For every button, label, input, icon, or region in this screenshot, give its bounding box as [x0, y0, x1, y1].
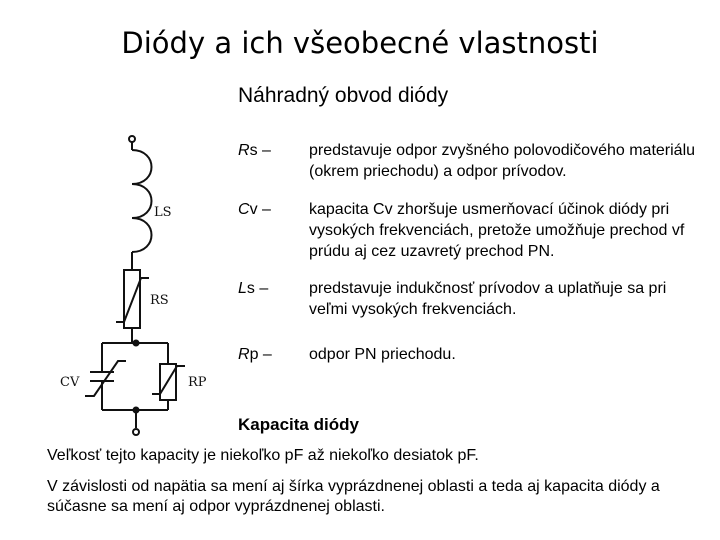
- desc-rp: odpor PN priechodu.: [309, 346, 456, 363]
- label-rp: RP: [188, 375, 207, 390]
- desc-ls: predstavuje indukčnosť prívodov a uplatňuje sa pri veľmi vysokých frekvenciách.: [309, 280, 667, 318]
- page-title: Diódy a ich všeobecné vlastnosti: [121, 26, 599, 60]
- diode-equivalent-circuit: [40, 128, 230, 443]
- term-rp: Rp –: [238, 346, 272, 363]
- capacity-heading: Kapacita diódy: [238, 415, 359, 434]
- desc-rs: predstavuje odpor zvyšného polovodičového materiálu (okrem priechodu) a odpor prívodov.: [309, 142, 696, 180]
- desc-cv: kapacita Cv zhoršuje usmerňovací účinok diódy pri vysokých frekvenciách, pretože umožňuje prechod vf prúdu aj cez uzavretý prechod PN.: [309, 201, 685, 260]
- label-ls: LS: [154, 205, 172, 220]
- term-rs: Rs –: [238, 142, 271, 159]
- term-cv: Cv –: [238, 201, 271, 218]
- section-subtitle: Náhradný obvod diódy: [238, 84, 449, 107]
- capacity-paragraph-1: Veľkosť tejto kapacity je niekoľko pF až niekoľko desiatok pF.: [47, 447, 479, 464]
- inductor-ls-symbol: [132, 150, 152, 252]
- label-rs: RS: [150, 293, 169, 308]
- term-ls: Ls –: [238, 280, 269, 297]
- top-terminal: [129, 136, 135, 142]
- capacity-paragraph-2: V závislosti od napätia sa mení aj šírka vyprázdnenej oblasti a teda aj kapacita diódy a súčasne sa mení aj odpor vyprázdnenej oblasti.: [47, 478, 660, 515]
- label-cv: CV: [60, 375, 80, 390]
- bottom-terminal: [133, 429, 139, 435]
